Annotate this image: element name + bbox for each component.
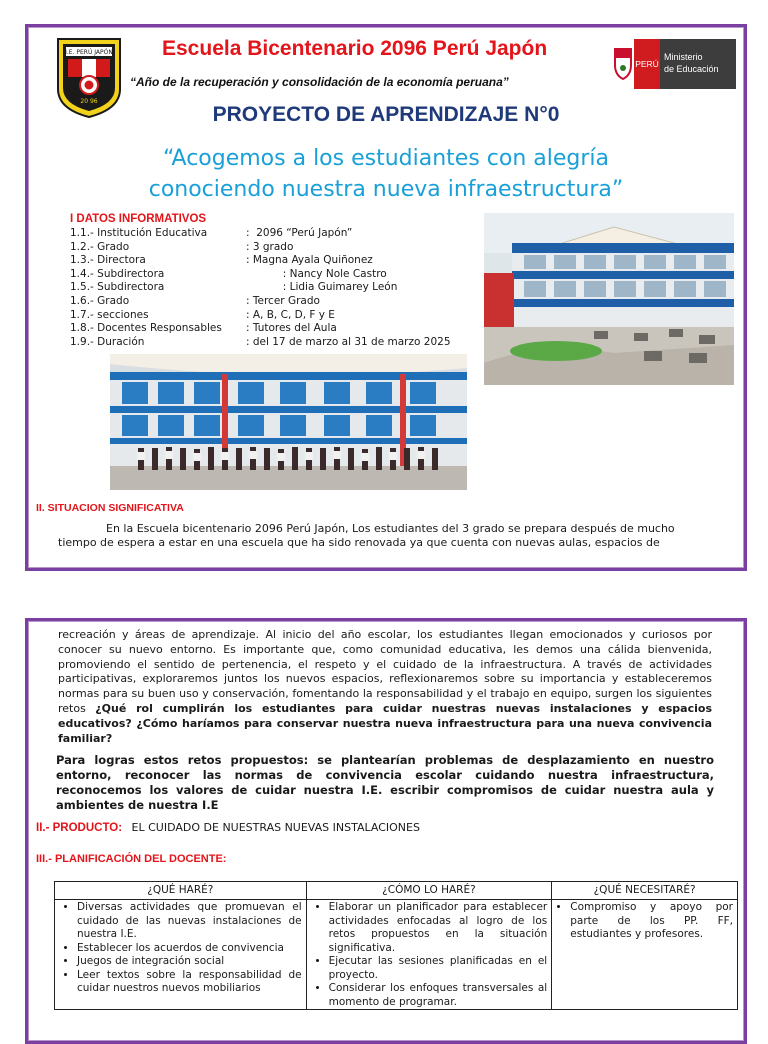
datos-row-key: 1.2.- Grado xyxy=(70,240,130,253)
datos-row xyxy=(70,268,387,282)
datos-row-key: 1.3.- Directora xyxy=(70,254,146,267)
datos-row-key: 1.7.- secciones xyxy=(70,308,149,321)
page-2 xyxy=(25,618,747,1044)
list-item: • Elaborar un planificador para establecer actividades enfocadas al logro de los retos propuestos en la situación significativa. xyxy=(329,901,548,955)
list-item: • Considerar los enfoques transversales al momento de programar. xyxy=(329,982,548,1009)
datos-row xyxy=(70,281,397,295)
project-title: PROYECTO DE APRENDIZAJE N°0 xyxy=(212,103,560,126)
datos-row-key: 1.5.- Subdirectora xyxy=(70,281,165,294)
school-title: Escuela Bicentenario 2096 Perú Japón xyxy=(162,37,548,60)
school-courtyard-photo xyxy=(484,213,734,385)
datos-row xyxy=(70,295,320,309)
situacion-retos: ¿Qué rol cumplirán los estudiantes para cuidar nuestras nuevas instalaciones y espacios educativos? ¿Cómo haríamos para conservar nuestra nueva infraestructura para una nueva convivencia familiar? xyxy=(58,701,712,745)
producto-label: II.- PRODUCTO: xyxy=(36,822,123,834)
year-motto: “Año de la recuperación y consolidación de la economía peruana” xyxy=(130,75,509,89)
datos-row-value: : del 17 de marzo al 31 de marzo 2025 xyxy=(246,335,451,348)
list-item: • Diversas actividades que promuevan el cuidado de las nuevas instalaciones de nuestra I.E. xyxy=(77,901,302,942)
retos-paragraph: Para logras estos retos propuestos: se plantearían problemas de desplazamiento en nuestro entorno, reconocer las normas de convivencia escolar cuidando nuestra infraestructura, reconocemos los valores de cuidar nuestra I.E. escribir compromisos de cuidar nuestra aula y ambientes de nuestra I.E xyxy=(56,753,714,812)
datos-row-key: 1.9.- Duración xyxy=(70,335,145,348)
datos-row xyxy=(70,309,335,323)
students-building-photo xyxy=(110,354,467,490)
datos-row-value: : 2096 “Perú Japón” xyxy=(246,227,353,239)
gov-ministry-line1: Ministerio xyxy=(664,52,703,62)
datos-row-value: : Lidia Guimarey León xyxy=(246,281,398,294)
situacion-paragraph-2 xyxy=(58,628,712,746)
list-item: • Ejecutar las sesiones planificadas en el proyecto. xyxy=(329,955,548,982)
gov-peru-label: PERÚ xyxy=(634,39,660,89)
logo-text-num: 20 96 xyxy=(80,98,98,105)
datos-row-value: : Tercer Grado xyxy=(246,295,320,307)
datos-row-key: 1.8.- Docentes Responsables xyxy=(70,322,222,335)
datos-row xyxy=(70,227,352,241)
datos-row-value: : Magna Ayala Quiñonez xyxy=(246,254,373,267)
list-item: • Leer textos sobre la responsabilidad de cuidar nuestros nuevos mobiliarios xyxy=(77,969,302,996)
datos-row xyxy=(70,241,293,255)
datos-row-value: : Nancy Nole Castro xyxy=(246,267,387,280)
datos-row-value: : 3 grado xyxy=(246,240,294,253)
list-item: • Establecer los acuerdos de convivencia xyxy=(77,942,302,956)
situacion-heading: II. SITUACION SIGNIFICATIVA xyxy=(36,502,184,514)
list-item: • Compromiso y apoyo por parte de los PP. FF, estudiantes y profesores. xyxy=(570,901,733,942)
page-1 xyxy=(25,24,747,571)
datos-row-key: 1.6.- Grado xyxy=(70,295,130,307)
situacion-paragraph-2-text: recreación y áreas de aprendizaje. Al inicio del año escolar, los estudiantes llegan emocionados y curiosos por conocer su nuevo entorno. Es importante que, como comunidad educativa, les demos una cálida bienvenida, promoviendo el sentido de pertenencia, el respeto y el cuidado de la infraestructura. A través de actividades participativas, exploraremos juntos los nuevos espacios, reflexionaremos sobre su importancia y estableceremos normas para su buen uso y conservación, fomentando la responsabilidad y el trabajo en equipo, surgen los siguientes retos xyxy=(58,628,712,715)
table-header-que-hare: ¿QUÉ HARÉ? xyxy=(55,882,307,900)
planificacion-table xyxy=(54,881,738,1010)
gov-ministry-label xyxy=(664,51,719,75)
datos-row-value: : Tutores del Aula xyxy=(246,322,337,335)
project-subtitle-line1: “Acogemos a los estudiantes con alegría xyxy=(162,146,610,171)
datos-row xyxy=(70,322,337,336)
situacion-paragraph-1: En la Escuela bicentenario 2096 Perú Japón, Los estudiantes del 3 grado se prepara después de mucho tiempo de espera a estar en una escuela que ha sido renovada ya que cuenta con nuevas aulas, espacios de xyxy=(58,522,675,549)
table-header-como-lo-hare: ¿CÓMO LO HARÉ? xyxy=(306,882,552,900)
table-header-que-necesitare: ¿QUÉ NECESITARÉ? xyxy=(552,882,738,900)
datos-row xyxy=(70,336,451,350)
datos-row xyxy=(70,254,373,268)
project-subtitle-line2: conociendo nuestra nueva infraestructura” xyxy=(148,177,624,202)
planificacion-heading: III.- PLANIFICACIÓN DEL DOCENTE: xyxy=(36,853,227,865)
producto-value: EL CUIDADO DE NUESTRAS NUEVAS INSTALACIONES xyxy=(131,821,420,834)
planificacion-table-wrap xyxy=(54,881,738,1010)
datos-heading: I DATOS INFORMATIVOS xyxy=(70,213,207,225)
datos-row-value: : A, B, C, D, F y E xyxy=(246,308,335,321)
list-item: • Juegos de integración social xyxy=(77,955,302,969)
producto-line xyxy=(36,821,420,834)
datos-row-key: 1.4.- Subdirectora xyxy=(70,267,165,280)
table-cell-que-hare xyxy=(55,900,307,1010)
table-row xyxy=(55,900,738,1010)
table-cell-que-necesitare xyxy=(552,900,738,1010)
logo-text-top: I.E. PERÚ JAPÓN xyxy=(65,49,113,56)
table-cell-como-lo-hare xyxy=(306,900,552,1010)
datos-row-key: 1.1.- Institución Educativa xyxy=(70,227,208,239)
ministry-education-logo xyxy=(612,39,736,89)
peru-coat-of-arms-icon xyxy=(612,39,634,89)
project-subtitle xyxy=(48,143,724,205)
gov-ministry-line2: de Educación xyxy=(664,64,719,74)
